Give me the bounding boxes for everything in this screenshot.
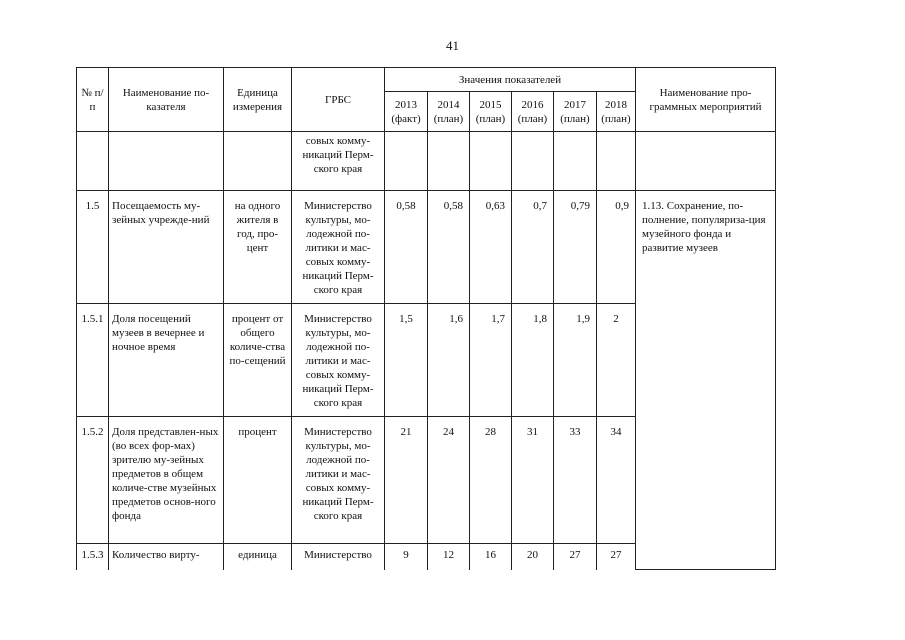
cell-value-2018: 27 <box>597 544 636 570</box>
cell-value-2013: 1,5 <box>385 304 428 417</box>
table-row <box>77 191 776 304</box>
year-label: 2016 <box>521 98 544 111</box>
cell-value-2014: 12 <box>428 544 470 570</box>
year-type: (факт) <box>391 112 421 125</box>
cell-empty <box>470 132 512 191</box>
cell-value-2018: 2 <box>597 304 636 417</box>
cell-empty <box>385 132 428 191</box>
header-year-2013 <box>385 92 428 132</box>
cell-grbs: Министерство культуры, мо-лодежной по-литики и мас-совых комму-никаций Перм-ского края <box>292 191 385 304</box>
cell-value-2017: 0,79 <box>554 191 597 304</box>
cell-no: 1.5.1 <box>77 304 109 417</box>
cell-no: 1.5.2 <box>77 417 109 544</box>
cell-name: Доля посещений музеев в вечернее и ночное время <box>109 304 224 417</box>
cell-empty <box>428 132 470 191</box>
header-year-2016 <box>512 92 554 132</box>
cell-empty <box>597 132 636 191</box>
header-year-2014 <box>428 92 470 132</box>
cell-value-2013: 21 <box>385 417 428 544</box>
cell-empty <box>109 132 224 191</box>
header-year-2017 <box>554 92 597 132</box>
cell-empty <box>224 132 292 191</box>
cell-value-2017: 1,9 <box>554 304 597 417</box>
cell-value-2014: 24 <box>428 417 470 544</box>
year-type: (план) <box>433 112 464 125</box>
indicators-table <box>76 67 776 570</box>
continuation-row <box>77 132 776 191</box>
cell-grbs: Министерство культуры, мо-лодежной по-литики и мас-совых комму-никаций Перм-ского края <box>292 304 385 417</box>
cell-name: Доля представлен-ных (во всех фор-мах) зрителю му-зейных предметов в общем количе-стве музейных предметов основ-ного фонда <box>109 417 224 544</box>
cell-empty <box>77 132 109 191</box>
header-row-1 <box>77 68 776 92</box>
cell-value-2013: 9 <box>385 544 428 570</box>
cell-unit: процент от общего количе-ства по-сещений <box>224 304 292 417</box>
year-type: (план) <box>601 112 631 125</box>
cell-unit: процент <box>224 417 292 544</box>
header-values-group: Значения показателей <box>385 68 636 92</box>
cell-unit: на одного жителя в год, про-цент <box>224 191 292 304</box>
cell-value-2018: 34 <box>597 417 636 544</box>
cell-value-2017: 27 <box>554 544 597 570</box>
header-grbs: ГРБС <box>292 68 385 132</box>
cell-empty <box>554 132 597 191</box>
cell-grbs: Министерство культуры, мо-лодежной по-литики и мас-совых комму-никаций Перм-ского края <box>292 417 385 544</box>
cell-value-2015: 16 <box>470 544 512 570</box>
year-type: (план) <box>517 112 548 125</box>
year-label: 2014 <box>437 98 460 111</box>
year-label: 2013 <box>395 98 417 111</box>
cell-name: Посещаемость му-зейных учрежде-ний <box>109 191 224 304</box>
cell-value-2013: 0,58 <box>385 191 428 304</box>
header-year-2015 <box>470 92 512 132</box>
page-number: 41 <box>446 38 459 53</box>
cell-value-2014: 1,6 <box>428 304 470 417</box>
cell-value-2017: 33 <box>554 417 597 544</box>
cell-no: 1.5 <box>77 191 109 304</box>
cell-empty <box>512 132 554 191</box>
cell-value-2018: 0,9 <box>597 191 636 304</box>
year-type: (план) <box>560 112 590 125</box>
cell-value-2016: 0,7 <box>512 191 554 304</box>
header-name: Наименование по-казателя <box>109 68 224 132</box>
cell-empty <box>636 132 776 191</box>
cell-value-2015: 28 <box>470 417 512 544</box>
year-label: 2018 <box>605 98 627 111</box>
header-program: Наименование про-граммных мероприятий <box>636 68 776 132</box>
cell-value-2016: 20 <box>512 544 554 570</box>
cell-unit: единица <box>224 544 292 570</box>
cell-no: 1.5.3 <box>77 544 109 570</box>
year-type: (план) <box>475 112 506 125</box>
cell-grbs: совых комму-никаций Перм-ского края <box>292 132 385 191</box>
header-year-2018 <box>597 92 636 132</box>
header-unit: Единица измерения <box>224 68 292 132</box>
cell-name: Количество вирту- <box>109 544 224 570</box>
cell-value-2016: 31 <box>512 417 554 544</box>
year-label: 2015 <box>479 98 502 111</box>
cell-grbs: Министерство <box>292 544 385 570</box>
header-no: № п/п <box>77 68 109 132</box>
year-label: 2017 <box>564 98 586 111</box>
cell-value-2015: 0,63 <box>470 191 512 304</box>
cell-value-2016: 1,8 <box>512 304 554 417</box>
cell-value-2014: 0,58 <box>428 191 470 304</box>
cell-program: 1.13. Сохранение, по-полнение, популяриза-ция музейного фонда и развитие музеев <box>636 191 776 570</box>
cell-value-2015: 1,7 <box>470 304 512 417</box>
